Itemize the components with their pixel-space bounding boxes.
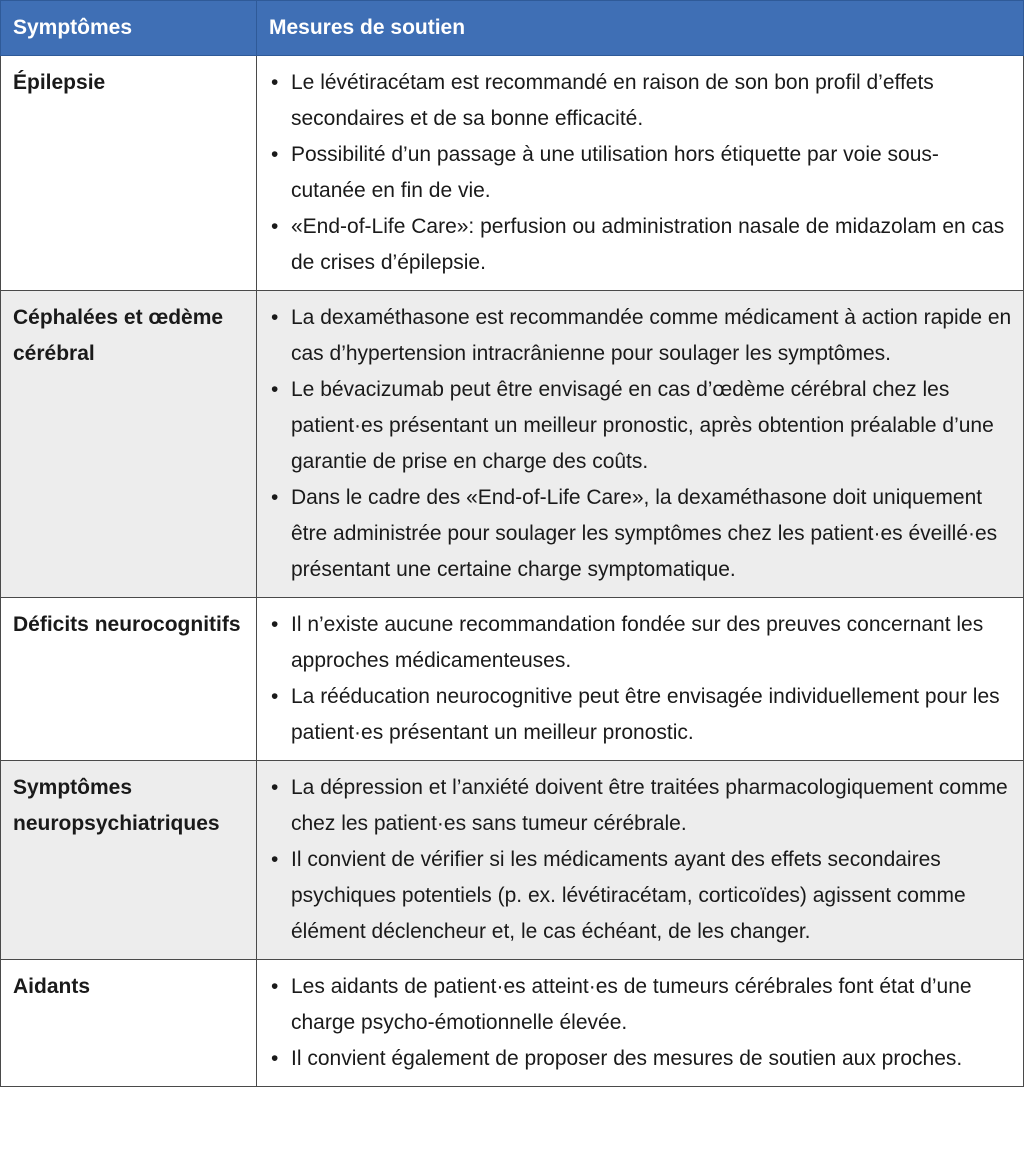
symptom-cell: Céphalées et œdème cérébral	[1, 291, 257, 598]
list-item	[271, 607, 1013, 679]
measure-cell	[257, 960, 1024, 1087]
bullet-icon: •	[271, 848, 279, 871]
symptom-cell: Déficits neurocognitifs	[1, 598, 257, 761]
table-row	[1, 291, 1024, 598]
measure-text: Le bévacizumab peut être envisagé en cas d’œdème cérébral chez les patient·es présentant un meilleur pronostic, après obtention préalable d’une garantie de prise en charge des coûts.	[291, 378, 994, 473]
measure-cell	[257, 56, 1024, 291]
bullet-icon: •	[271, 975, 279, 998]
measure-text: Dans le cadre des «End-of-Life Care», la dexaméthasone doit uniquement être administrée pour soulager les symptômes chez les patient·es éveillé·es présentant une certaine charge symptomatique.	[291, 486, 998, 581]
list-item	[271, 842, 1013, 950]
list-item	[271, 372, 1013, 480]
list-item	[271, 137, 1013, 209]
measure-list	[271, 300, 1013, 588]
measure-text: Le lévétiracétam est recommandé en raison de son bon profil d’effets secondaires et de sa bonne efficacité.	[291, 71, 934, 130]
measure-text: Il convient de vérifier si les médicaments ayant des effets secondaires psychiques potentiels (p. ex. lévétiracétam, corticoïdes) agissent comme élément déclencheur et, le cas échéant, de les changer.	[291, 848, 966, 943]
bullet-icon: •	[271, 486, 279, 509]
bullet-icon: •	[271, 378, 279, 401]
bullet-icon: •	[271, 143, 279, 166]
measure-text: Il n’existe aucune recommandation fondée sur des preuves concernant les approches médicamenteuses.	[291, 613, 984, 672]
table-header-row	[1, 1, 1024, 56]
symptom-cell: Épilepsie	[1, 56, 257, 291]
measure-text: Les aidants de patient·es atteint·es de tumeurs cérébrales font état d’une charge psycho-émotionnelle élevée.	[291, 975, 972, 1034]
bullet-icon: •	[271, 613, 279, 636]
measure-text: Possibilité d’un passage à une utilisation hors étiquette par voie sous-cutanée en fin de vie.	[291, 143, 939, 202]
measure-list	[271, 65, 1013, 281]
bullet-icon: •	[271, 215, 279, 238]
measure-cell	[257, 291, 1024, 598]
list-item	[271, 1041, 1013, 1077]
bullet-icon: •	[271, 1047, 279, 1070]
header-symptoms: Symptômes	[1, 1, 257, 56]
list-item	[271, 480, 1013, 588]
list-item	[271, 770, 1013, 842]
list-item	[271, 65, 1013, 137]
list-item	[271, 300, 1013, 372]
table-row	[1, 960, 1024, 1087]
measure-text: La rééducation neurocognitive peut être envisagée individuellement pour les patient·es présentant un meilleur pronostic.	[291, 685, 1000, 744]
measure-text: Il convient également de proposer des mesures de soutien aux proches.	[291, 1047, 963, 1070]
list-item	[271, 969, 1013, 1041]
measure-list	[271, 770, 1013, 950]
measure-text: La dexaméthasone est recommandée comme médicament à action rapide en cas d’hypertension intracrânienne pour soulager les symptômes.	[291, 306, 1012, 365]
list-item	[271, 679, 1013, 751]
table-row	[1, 598, 1024, 761]
measure-list	[271, 607, 1013, 751]
measure-text: «End-of-Life Care»: perfusion ou administration nasale de midazolam en cas de crises d’épilepsie.	[291, 215, 1005, 274]
header-measures: Mesures de soutien	[257, 1, 1024, 56]
table-row	[1, 761, 1024, 960]
bullet-icon: •	[271, 685, 279, 708]
bullet-icon: •	[271, 306, 279, 329]
measure-cell	[257, 598, 1024, 761]
symptom-cell: Aidants	[1, 960, 257, 1087]
measure-text: La dépression et l’anxiété doivent être traitées pharmacologiquement comme chez les patient·es sans tumeur cérébrale.	[291, 776, 1008, 835]
table-row	[1, 56, 1024, 291]
measure-cell	[257, 761, 1024, 960]
bullet-icon: •	[271, 776, 279, 799]
symptom-cell: Symptômes neuropsychiatriques	[1, 761, 257, 960]
bullet-icon: •	[271, 71, 279, 94]
list-item	[271, 209, 1013, 281]
measure-list	[271, 969, 1013, 1077]
